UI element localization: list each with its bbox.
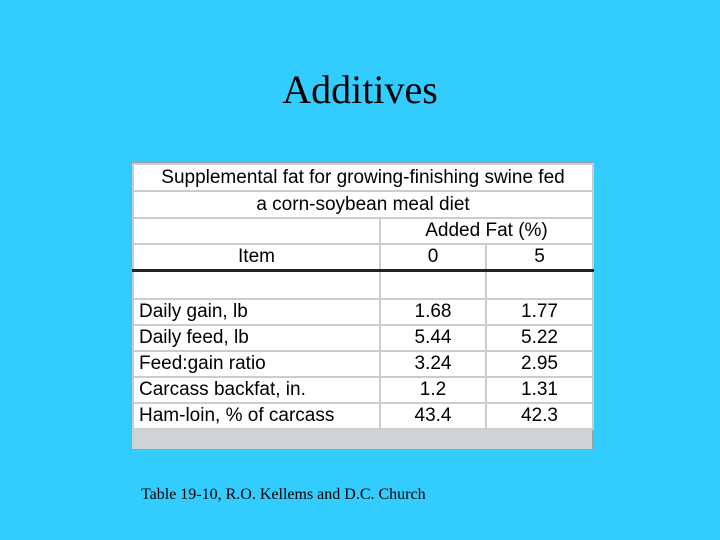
table-row xyxy=(133,377,593,403)
table-group-header-row xyxy=(133,218,593,244)
slide-title: Additives xyxy=(282,67,438,112)
row-value-5: 42.3 xyxy=(486,403,593,429)
row-value-5: 1.77 xyxy=(486,299,593,325)
table-caption-line-2: a corn-soybean meal diet xyxy=(133,191,593,218)
col-0-header: 0 xyxy=(380,244,486,271)
row-item-label: Daily gain, lb xyxy=(133,299,380,325)
row-item-label: Daily feed, lb xyxy=(133,325,380,351)
row-value-5: 5.22 xyxy=(486,325,593,351)
table-row xyxy=(133,325,593,351)
row-value-0: 1.2 xyxy=(380,377,486,403)
row-value-0: 5.44 xyxy=(380,325,486,351)
row-value-0: 43.4 xyxy=(380,403,486,429)
data-table xyxy=(132,163,594,430)
table-row xyxy=(133,299,593,325)
row-value-5: 2.95 xyxy=(486,351,593,377)
table-caption-row-1 xyxy=(133,164,593,191)
table-spacer-row xyxy=(133,271,593,300)
table-empty-cell xyxy=(380,271,486,300)
table-row xyxy=(133,403,593,429)
source-citation: Table 19-10, R.O. Kellems and D.C. Church xyxy=(141,486,426,503)
row-item-label: Carcass backfat, in. xyxy=(133,377,380,403)
table-empty-cell xyxy=(133,271,380,300)
row-value-0: 3.24 xyxy=(380,351,486,377)
row-value-5: 1.31 xyxy=(486,377,593,403)
row-item-label: Feed:gain ratio xyxy=(133,351,380,377)
added-fat-header: Added Fat (%) xyxy=(380,218,593,244)
col-5-header: 5 xyxy=(486,244,593,271)
item-header: Item xyxy=(133,244,380,271)
row-value-0: 1.68 xyxy=(380,299,486,325)
data-table-container xyxy=(131,162,593,450)
table-column-header-row xyxy=(133,244,593,271)
table-empty-cell xyxy=(133,218,380,244)
table-caption-row-2 xyxy=(133,191,593,218)
table-empty-cell xyxy=(486,271,593,300)
row-item-label: Ham-loin, % of carcass xyxy=(133,403,380,429)
table-row xyxy=(133,351,593,377)
table-caption-line-1: Supplemental fat for growing-finishing swine fed xyxy=(133,164,593,191)
